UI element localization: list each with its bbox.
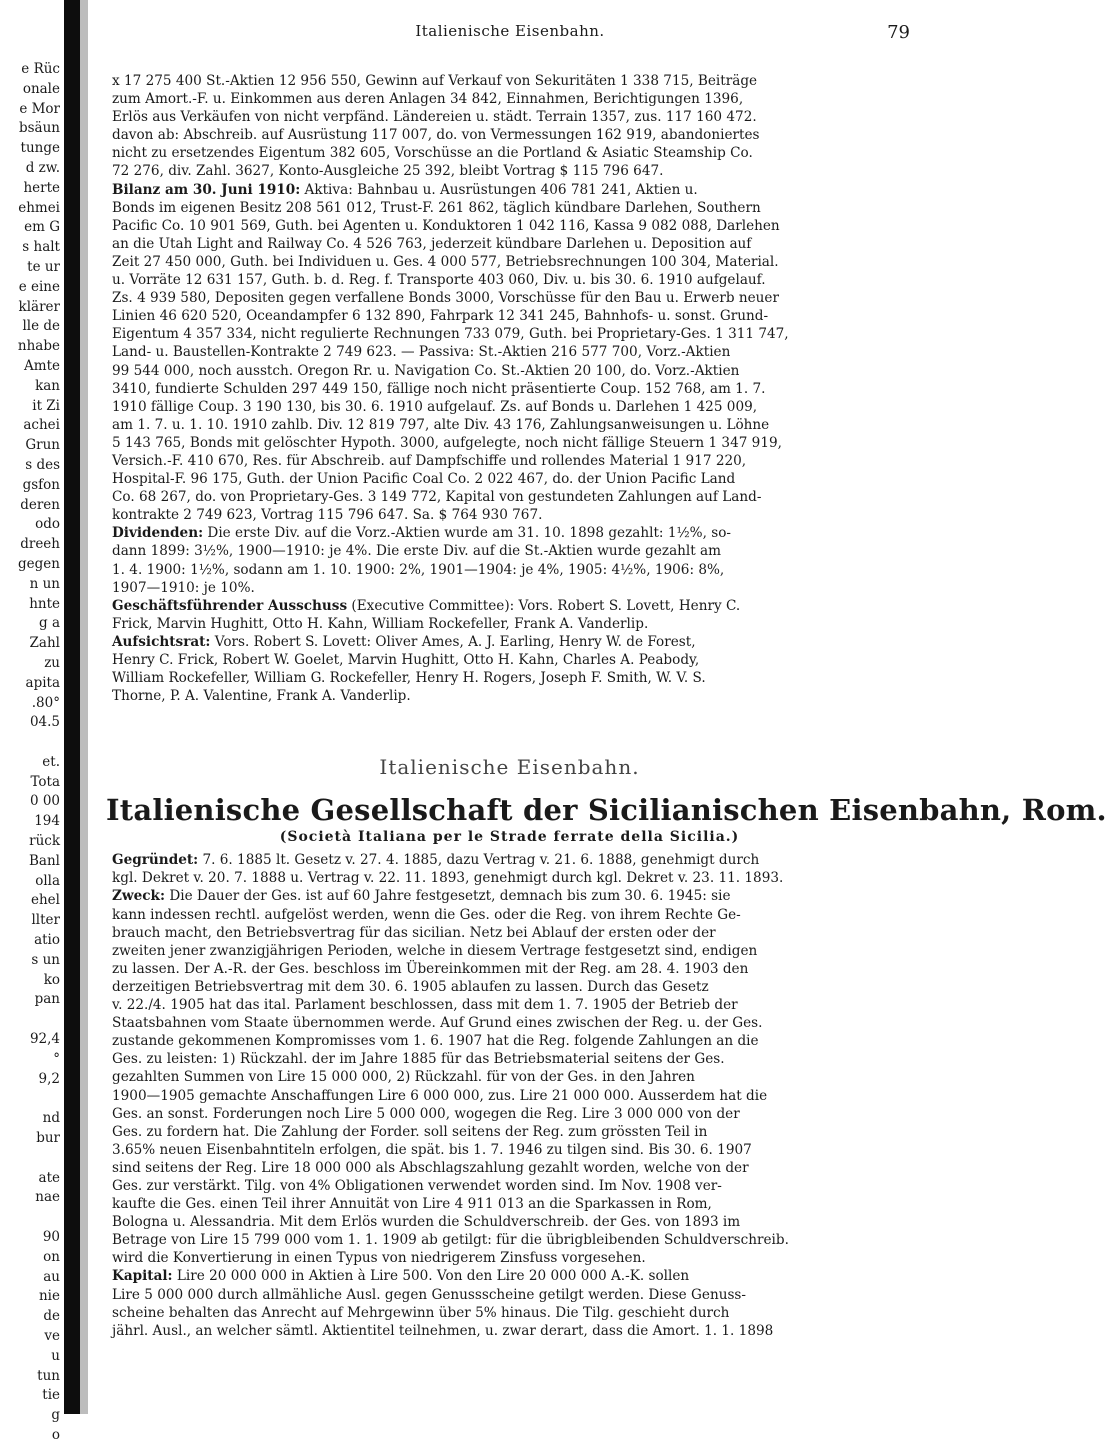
text-line: Henry C. Frick, Robert W. Goelet, Marvin Hughitt, Otto H. Kahn, Charles A. Peabody, (112, 652, 700, 668)
margin-fragment: ve (44, 1328, 60, 1344)
margin-fragment: .80° (31, 694, 60, 711)
margin-fragment: s un (31, 951, 60, 968)
page-header (110, 22, 910, 48)
company-title: Italienische Gesellschaft der Sicilianischen Eisenbahn, Rom. (106, 793, 1107, 828)
aufsichtsrat-label: Aufsichtsrat: (112, 633, 211, 650)
bilanz-body (112, 199, 907, 525)
margin-fragment (0, 1089, 62, 1109)
text-line: zu lassen. Der A.-R. der Ges. beschloss im Übereinkommen mit der Reg. am 28. 4. 1903 den (112, 960, 749, 977)
kapital-first-line: Lire 20 000 000 in Aktien à Lire 500. Von den Lire 20 000 000 A.-K. sollen (172, 1268, 690, 1285)
left-margin-fragments (0, 60, 62, 1443)
text-line: Ges. zu leisten: 1) Rückzahl. der im Jahre 1885 für das Betriebsmaterial seitens der Ges. (112, 1051, 725, 1068)
ausschuss-body (112, 615, 907, 633)
margin-fragment: zu (44, 654, 60, 671)
company-subtitle: (Società Italiana per le Strade ferrate della Sicilia.) (279, 829, 740, 846)
kapital-paragraph (112, 1267, 907, 1285)
gegruendet-body (112, 869, 907, 887)
binding-edge (80, 0, 88, 1414)
margin-fragment: pan (34, 991, 60, 1008)
text-line: dann 1899: 3½%, 1900—1910: je 4%. Die erste Div. auf die St.-Aktien wurde gezahlt am (112, 543, 722, 560)
text-line: 5 143 765, Bonds mit gelöschter Hypoth. 3000, aufgelegte, noch nicht fällige Steuern 1 347 919, (112, 434, 782, 451)
margin-fragment: gegen (18, 555, 60, 572)
text-line: sind seitens der Reg. Lire 18 000 000 als Abschlagszahlung gezahlt worden, welche von der (112, 1159, 749, 1176)
margin-fragment: rück (29, 833, 60, 850)
binding-spine-shadow (64, 0, 80, 1414)
margin-fragment: 04.5 (29, 714, 60, 731)
margin-fragment: Tota (30, 773, 60, 790)
kapital-label: Kapital: (112, 1268, 173, 1285)
text-line: Staatsbahnen vom Staate übernommen werde. Auf Grund eines zwischen der Reg. u. der Ges. (112, 1015, 763, 1032)
text-line: 1. 4. 1900: 1½%, sodann am 1. 10. 1900: 2%, 1901—1904: je 4%, 1905: 4½%, 1906: 8%, (112, 561, 725, 578)
margin-fragment: u (51, 1347, 60, 1364)
margin-fragment: on (43, 1248, 60, 1265)
margin-fragment: o (51, 1426, 60, 1443)
text-line: Ges. zu fordern hat. Die Zahlung der Forder. soll seitens der Reg. zum grössten Teil in (112, 1123, 708, 1140)
text-line: kaufte die Ges. einen Teil ihrer Annuität von Lire 4 911 013 an die Sparkassen in Rom, (112, 1196, 712, 1213)
text-line: Hospital-F. 96 175, Guth. der Union Pacific Coal Co. 2 022 467, do. der Union Pacific Land (112, 471, 736, 488)
margin-fragment: nd (42, 1110, 60, 1127)
text-line: gezahlten Summen von Lire 15 000 000, 2) Rückzahl. für von der Ges. in den Jahren (112, 1069, 695, 1086)
margin-fragment: e Mor (19, 100, 60, 117)
text-line: x 17 275 400 St.-Aktien 12 956 550, Gewinn auf Verkauf von Sekuritäten 1 338 715, Beiträge (112, 73, 758, 89)
bilanz-paragraph (112, 181, 907, 199)
text-line: Ges. an sonst. Forderungen noch Lire 5 000 000, wogegen die Reg. Lire 3 000 000 von der (112, 1105, 740, 1122)
text-line: u. Vorräte 12 631 157, Guth. b. d. Reg. f. Transporte 403 060, Div. u. bis 30. 6. 1910 aufgelauf. (112, 272, 766, 289)
running-title: Italienische Eisenbahn. (415, 22, 605, 40)
section-heading: Italienische Eisenbahn. (379, 755, 640, 780)
margin-fragment: nhabe (17, 338, 60, 355)
margin-fragment: gsfon (22, 476, 60, 493)
text-line: am 1. 7. u. 1. 10. 1910 zahlb. Div. 12 819 797, alte Div. 43 176, Zahlungsanweisungen u. Löhne (112, 416, 770, 433)
text-line: Frick, Marvin Hughitt, Otto H. Kahn, William Rockefeller, Frank A. Vanderlip. (112, 615, 649, 632)
margin-fragment: tie (42, 1387, 60, 1404)
text-line: 3410, fundierte Schulden 297 449 150, fällige noch nicht präsentierte Coup. 152 768, am 1. 7. (112, 380, 766, 397)
margin-fragment: atio (34, 932, 60, 949)
margin-fragment (0, 733, 62, 753)
zweck-label: Zweck: (112, 888, 165, 905)
text-line: Zeit 27 450 000, Guth. bei Individuen u. Ges. 4 000 577, Betriebsrechnungen 100 304, Material. (112, 253, 779, 270)
margin-fragment: ehmei (18, 199, 60, 216)
margin-fragment: apita (25, 674, 60, 691)
text-line: jährl. Ausl., an welcher sämtl. Aktientitel teilnehmen, u. zwar derart, dass die Amort. 1. 1. 1898 (112, 1322, 774, 1339)
ausschuss-label: Geschäftsführender Ausschuss (112, 597, 348, 614)
kapital-body (112, 1286, 907, 1340)
margin-fragment: e Rüc (21, 61, 60, 77)
text-line: 72 276, div. Zahl. 3627, Konto-Ausgleiche 25 392, bleibt Vortrag $ 115 796 647. (112, 163, 664, 180)
text-line: Lire 5 000 000 durch allmähliche Ausl. gegen Genussscheine getilgt werden. Diese Genuss- (112, 1286, 747, 1303)
text-line: 3.65% neuen Eisenbahntiteln erfolgen, die spät. bis 1. 7. 1946 zu tilgen sind. Bis 30. 6. 1907 (112, 1141, 752, 1158)
text-line: Zs. 4 939 580, Depositen gegen verfallene Bonds 3000, Vorschüsse für den Bau u. Erwerb neuer (112, 290, 779, 307)
dividenden-body (112, 542, 907, 596)
margin-fragment: 9,2 (38, 1070, 60, 1087)
margin-fragment: g a (39, 615, 60, 632)
text-line: zweiten jener zwanzigjährigen Perioden, welche in diesem Vertrage festgesetzt sind, endigen (112, 942, 758, 959)
margin-fragment: achei (23, 417, 60, 434)
text-line: derzeitigen Betriebsvertrag mit dem 30. 6. 1905 ablaufen zu lassen. Durch das Gesetz (112, 978, 709, 995)
text-column (106, 72, 1107, 1340)
margin-fragment: olla (35, 872, 60, 889)
text-line: Thorne, P. A. Valentine, Frank A. Vanderlip. (112, 688, 411, 705)
text-line: kann indessen rechtl. aufgelöst werden, wenn die Ges. oder die Reg. von ihrem Rechte Ge- (112, 906, 741, 923)
margin-fragment: klärer (18, 298, 60, 315)
text-line: Land- u. Baustellen-Kontrakte 2 749 623. — Passiva: St.-Aktien 216 577 700, Vorz.-Aktien (112, 344, 731, 361)
text-line: 1907—1910: je 10%. (112, 579, 255, 596)
text-line: scheine behalten das Anrecht auf Mehrgewinn über 5% hinaus. Die Tilg. geschieht durch (112, 1304, 730, 1321)
margin-fragment: ° (53, 1050, 60, 1067)
text-line: Erlös aus Verkäufen von nicht verpfänd. Ländereien u. städt. Terrain 1357, zus. 117 160 472. (112, 109, 757, 126)
margin-fragment (0, 1208, 62, 1228)
text-line: Betrage von Lire 15 799 000 vom 1. 1. 1909 ab getilgt: für die übrigbleibenden Schuldverschreib. (112, 1232, 789, 1249)
margin-fragment: s des (25, 456, 60, 473)
margin-fragment: 0 00 (29, 793, 60, 810)
margin-fragment: e eine (18, 278, 60, 295)
gegruendet-first-line: 7. 6. 1885 lt. Gesetz v. 27. 4. 1885, dazu Vertrag v. 21. 6. 1888, genehmigt durch (198, 852, 760, 869)
margin-fragment: llter (31, 912, 60, 929)
margin-fragment: n un (29, 575, 60, 592)
margin-fragment: tunge (20, 140, 60, 157)
text-line: v. 22./4. 1905 hat das ital. Parlament beschlossen, dass mit dem 1. 7. 1905 der Betrieb der (112, 997, 738, 1014)
margin-fragment: g (51, 1407, 60, 1424)
margin-fragment: ehel (31, 892, 60, 909)
margin-fragment (0, 1149, 62, 1169)
text-line: 1900—1905 gemachte Anschaffungen Lire 6 000 000, zus. Lire 21 000 000. Ausserdem hat die (112, 1087, 768, 1104)
zweck-body (112, 906, 907, 1268)
margin-fragment: 194 (34, 813, 60, 830)
margin-fragment: et. (42, 753, 60, 770)
text-line: kontrakte 2 749 623, Vortrag 115 796 647. Sa. $ 764 930 767. (112, 507, 543, 524)
text-line: 99 544 000, noch ausstch. Oregon Rr. u. Navigation Co. St.-Aktien 20 100, do. Vorz.-Aktien (112, 362, 740, 379)
text-line: Versich.-F. 410 670, Res. für Abschreib. auf Dampfschiffe und rollendes Material 1 917 220, (112, 452, 747, 469)
text-line: davon ab: Abschreib. auf Ausrüstung 117 007, do. von Vermessungen 162 919, abandoniertes (112, 127, 760, 144)
margin-fragment: dreeh (20, 536, 60, 553)
zweck-paragraph (112, 887, 907, 905)
margin-fragment: it Zi (32, 397, 60, 414)
gegruendet-label: Gegründet: (112, 852, 199, 869)
margin-fragment: tun (37, 1367, 60, 1384)
text-line: zum Amort.-F. u. Einkommen aus deren Anlagen 34 842, Einnahmen, Berichtigungen 1396, (112, 91, 744, 108)
text-line: kgl. Dekret v. 20. 7. 1888 u. Vertrag v. 22. 11. 1893, genehmigt durch kgl. Dekret v. 23. 11. 1893. (112, 870, 784, 887)
aufsichtsrat-body (112, 651, 907, 705)
margin-fragment: odo (35, 516, 60, 533)
margin-fragment: lle de (22, 318, 60, 335)
margin-fragment: Amte (24, 357, 60, 374)
text-line: brauch macht, den Betriebsvertrag für das sicilian. Netz bei Ablauf der ersten oder der (112, 924, 716, 941)
margin-fragment: em G (24, 219, 60, 236)
ausschuss-first-line: (Executive Committee): Vors. Robert S. Lovett, Henry C. (347, 597, 741, 614)
margin-fragment: Grun (25, 437, 60, 454)
dividenden-first-line: Die erste Div. auf die Vorz.-Aktien wurde am 31. 10. 1898 gezahlt: 1½%, so- (203, 525, 731, 542)
margin-fragment: bur (36, 1130, 60, 1147)
margin-fragment: bsäun (18, 120, 60, 137)
dividenden-label: Dividenden: (112, 525, 204, 542)
margin-fragment: herte (23, 179, 60, 196)
text-line: William Rockefeller, William G. Rockefeller, Henry H. Rogers, Joseph F. Smith, W. V. S. (112, 670, 706, 687)
income-statement (112, 72, 907, 181)
ausschuss-paragraph (112, 597, 907, 615)
text-line: Bonds im eigenen Besitz 208 561 012, Trust-F. 261 862, täglich kündbare Darlehen, Southern (112, 199, 761, 216)
margin-fragment: te ur (27, 258, 60, 275)
margin-fragment: onale (22, 80, 60, 97)
margin-fragment: ate (38, 1169, 60, 1186)
margin-fragment: deren (20, 496, 60, 513)
margin-fragment: Banl (29, 852, 60, 869)
dividenden-paragraph (112, 524, 907, 542)
margin-fragment: d zw. (25, 159, 60, 176)
margin-fragment: de (43, 1308, 60, 1325)
margin-fragment: hnte (29, 595, 60, 612)
margin-fragment (0, 1010, 62, 1030)
text-line: 1910 fällige Coup. 3 190 130, bis 30. 6. 1910 aufgelauf. Zs. auf Bonds u. Darlehen 1 425 009, (112, 398, 758, 415)
zweck-first-line: Die Dauer der Ges. ist auf 60 Jahre festgesetzt, demnach bis zum 30. 6. 1945: sie (165, 888, 731, 905)
text-line: Bologna u. Alessandria. Mit dem Erlös wurden die Schuldverschreib. der Ges. von 1893 im (112, 1214, 741, 1231)
gegruendet-paragraph (112, 851, 907, 869)
bilanz-label: Bilanz am 30. Juni 1910: (112, 181, 301, 198)
text-line: wird die Konvertierung in einen Typus von niedrigerem Zinsfuss vorgesehen. (112, 1250, 646, 1267)
text-line: zustande gekommenen Kompromisses vom 1. 6. 1907 hat die Reg. folgende Zahlungen an die (112, 1033, 759, 1050)
margin-fragment: au (43, 1268, 60, 1285)
margin-fragment: Zahl (29, 635, 60, 652)
text-line: Linien 46 620 520, Oceandampfer 6 132 890, Fahrpark 12 341 245, Bahnhofs- u. sonst. Grund- (112, 308, 769, 325)
margin-fragment: nae (35, 1189, 60, 1206)
text-line: nicht zu ersetzendes Eigentum 382 605, Vorschüsse an die Portland & Asiatic Steamship Co. (112, 145, 753, 162)
text-line: an die Utah Light and Railway Co. 4 526 763, jederzeit kündbare Darlehen u. Deposition auf (112, 235, 752, 252)
text-line: Co. 68 267, do. von Proprietary-Ges. 3 149 772, Kapital von gestundeten Zahlungen auf Land- (112, 489, 762, 506)
margin-fragment: 90 (42, 1229, 60, 1246)
margin-fragment: s halt (22, 239, 60, 256)
text-line: Pacific Co. 10 901 569, Guth. bei Agenten u. Konduktoren 1 042 116, Kassa 9 082 088, Darlehen (112, 217, 780, 234)
aufsichtsrat-first-line: Vors. Robert S. Lovett: Oliver Ames, A. J. Earling, Henry W. de Forest, (210, 633, 696, 650)
margin-fragment: nie (38, 1288, 60, 1305)
margin-fragment: 92,4 (29, 1031, 60, 1048)
margin-fragment: kan (35, 377, 60, 394)
text-line: Ges. zur verstärkt. Tilg. von 4% Obligationen verwendet worden sind. Im Nov. 1908 ver- (112, 1177, 722, 1194)
bilanz-first-line: Aktiva: Bahnbau u. Ausrüstungen 406 781 241, Aktien u. (300, 181, 698, 198)
aufsichtsrat-paragraph (112, 633, 907, 651)
page-number: 79 (887, 22, 910, 43)
margin-fragment: ko (43, 971, 60, 988)
text-line: Eigentum 4 357 334, nicht regulierte Rechnungen 733 079, Guth. bei Proprietary-Ges. 1 311 747, (112, 326, 789, 343)
